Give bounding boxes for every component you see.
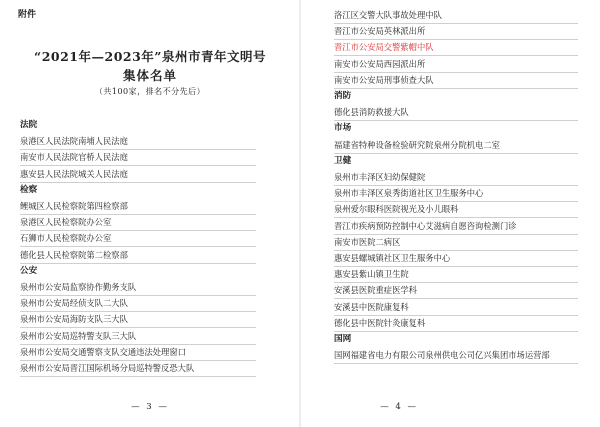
left-item-10: 泉州市公安局监察协作勤务支队 <box>20 279 256 296</box>
right-item-18: 安溪县中医院康复科 <box>334 299 578 316</box>
right-item-16: 惠安县紫山镇卫生院 <box>334 266 578 283</box>
right-item-20: 国网 <box>334 334 352 344</box>
left-item-1: 泉港区人民法院南埔人民法庭 <box>20 133 256 150</box>
left-item-5: 鲤城区人民检察院第四检察部 <box>20 198 256 215</box>
document-title-line2: 集体名单 <box>122 68 177 83</box>
right-item-15: 惠安县螺城镇社区卫生服务中心 <box>334 250 578 267</box>
right-item-4: 南安市公安局刑事侦查大队 <box>334 72 578 89</box>
left-item-15: 泉州市公安局晋江国际机场分局巡特警反恐大队 <box>20 360 256 377</box>
left-item-13: 泉州市公安局巡特警支队三大队 <box>20 328 256 345</box>
right-page <box>300 0 600 427</box>
left-item-9: 公安 <box>20 265 38 276</box>
right-item-7: 市场 <box>334 123 352 134</box>
right-item-21: 国网福建省电力有限公司泉州供电公司亿兴集团市场运营部 <box>334 347 578 364</box>
right-item-19: 德化县中医院针灸康复科 <box>334 315 578 332</box>
right-item-3: 南安市公安局西园派出所 <box>334 56 578 73</box>
right-item-8: 福建省特种设备检验研究院泉州分院机电二室 <box>334 137 578 154</box>
right-item-1: 晋江市公安局英林派出所 <box>334 23 578 40</box>
left-item-3: 惠安县人民法院城关人民法庭 <box>20 166 256 183</box>
right-item-17: 安溪县医院重症医学科 <box>334 282 578 299</box>
left-item-8: 德化县人民检察院第二检察部 <box>20 247 256 264</box>
right-item-10: 泉州市丰泽区妇幼保健院 <box>334 169 578 186</box>
right-item-9: 卫健 <box>334 155 352 166</box>
left-item-6: 泉港区人民检察院办公室 <box>20 214 256 231</box>
left-item-2: 南安市人民法院官桥人民法庭 <box>20 149 256 166</box>
page-number-right: — 4 — <box>380 402 418 412</box>
left-item-14: 泉州市公安局交通警察支队交通违法处理窗口 <box>20 344 256 361</box>
left-item-4: 检察 <box>20 184 38 195</box>
document-title-line1: “2021年—2023年”泉州市青年文明号 <box>34 49 266 64</box>
right-item-5: 消防 <box>334 91 352 101</box>
right-item-0: 洛江区交警大队事故处理中队 <box>334 7 578 24</box>
right-item-2: 晋江市公安局交警紫帽中队 <box>334 39 578 56</box>
left-item-0: 法院 <box>20 120 38 130</box>
document-subtitle: （共100家，排名不分先后） <box>94 87 206 96</box>
right-item-12: 泉州爱尔眼科医院视光及小儿眼科 <box>334 201 578 218</box>
page-number-left: — 3 — <box>131 402 169 412</box>
left-item-11: 泉州市公安局经侦支队二大队 <box>20 295 256 312</box>
right-item-14: 南安市医院二病区 <box>334 234 578 251</box>
left-item-12: 泉州市公安局海防支队三大队 <box>20 311 256 328</box>
right-item-6: 德化县消防救援大队 <box>334 104 578 121</box>
right-item-13: 晋江市疾病预防控制中心艾滋病自愿咨询检测门诊 <box>334 218 578 235</box>
left-item-7: 石狮市人民检察院办公室 <box>20 230 256 247</box>
attachment-label: 附件 <box>18 10 37 20</box>
right-item-11: 泉州市丰泽区泉秀街道社区卫生服务中心 <box>334 185 578 202</box>
